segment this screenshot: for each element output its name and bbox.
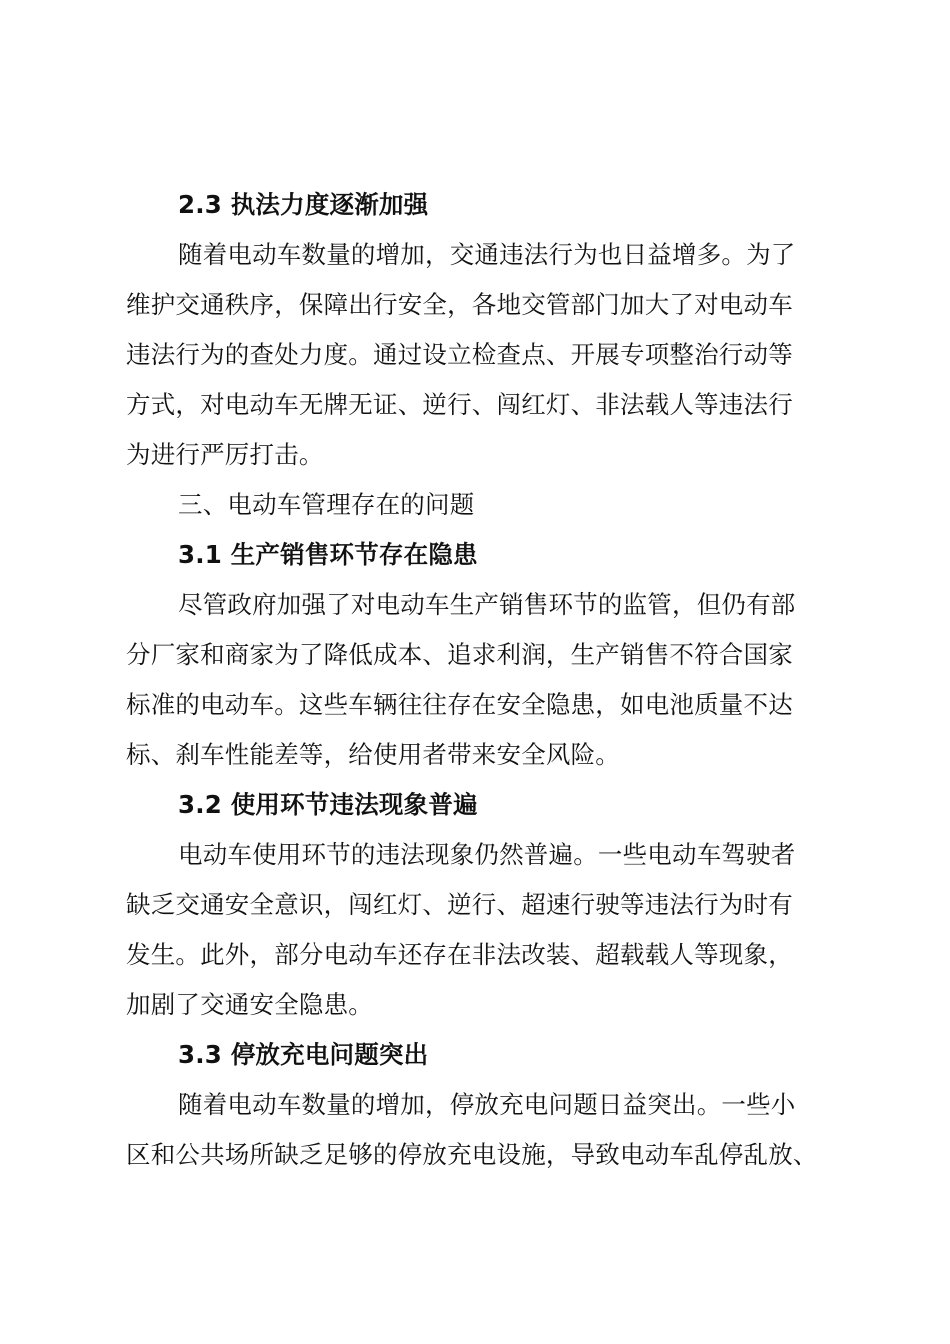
paragraph-line: 随着电动车数量的增加，停放充电问题日益突出。一些小 (178, 1090, 796, 1119)
paragraph-line: 缺乏交通安全意识，闯红灯、逆行、超速行驶等违法行为时有 (126, 890, 793, 919)
paragraph-line: 维护交通秩序，保障出行安全，各地交管部门加大了对电动车 (126, 290, 793, 319)
paragraph-line: 方式，对电动车无牌无证、逆行、闯红灯、非法载人等违法行 (126, 390, 793, 419)
paragraph-line: 区和公共场所缺乏足够的停放充电设施，导致电动车乱停乱放、 (126, 1140, 818, 1169)
paragraph-line: 电动车使用环节的违法现象仍然普遍。一些电动车驾驶者 (178, 840, 796, 869)
heading-3-1: 3.1 生产销售环节存在隐患 (178, 540, 478, 569)
paragraph-line: 标、刹车性能差等，给使用者带来安全风险。 (126, 740, 620, 769)
paragraph-line: 发生。此外，部分电动车还存在非法改装、超载载人等现象， (126, 940, 793, 969)
section-heading-3: 三、电动车管理存在的问题 (178, 490, 475, 519)
paragraph-line: 为进行严厉打击。 (126, 440, 324, 469)
paragraph-line: 标准的电动车。这些车辆往往存在安全隐患，如电池质量不达 (126, 690, 793, 719)
paragraph-line: 尽管政府加强了对电动车生产销售环节的监管，但仍有部 (178, 590, 796, 619)
heading-2-3: 2.3 执法力度逐渐加强 (178, 190, 429, 219)
paragraph-line: 加剧了交通安全隐患。 (126, 990, 373, 1019)
heading-3-3: 3.3 停放充电问题突出 (178, 1040, 429, 1069)
paragraph-line: 违法行为的查处力度。通过设立检查点、开展专项整治行动等 (126, 340, 793, 369)
paragraph-line: 分厂家和商家为了降低成本、追求利润，生产销售不符合国家 (126, 640, 793, 669)
paragraph-line: 随着电动车数量的增加，交通违法行为也日益增多。为了 (178, 240, 796, 269)
heading-3-2: 3.2 使用环节违法现象普遍 (178, 790, 478, 819)
